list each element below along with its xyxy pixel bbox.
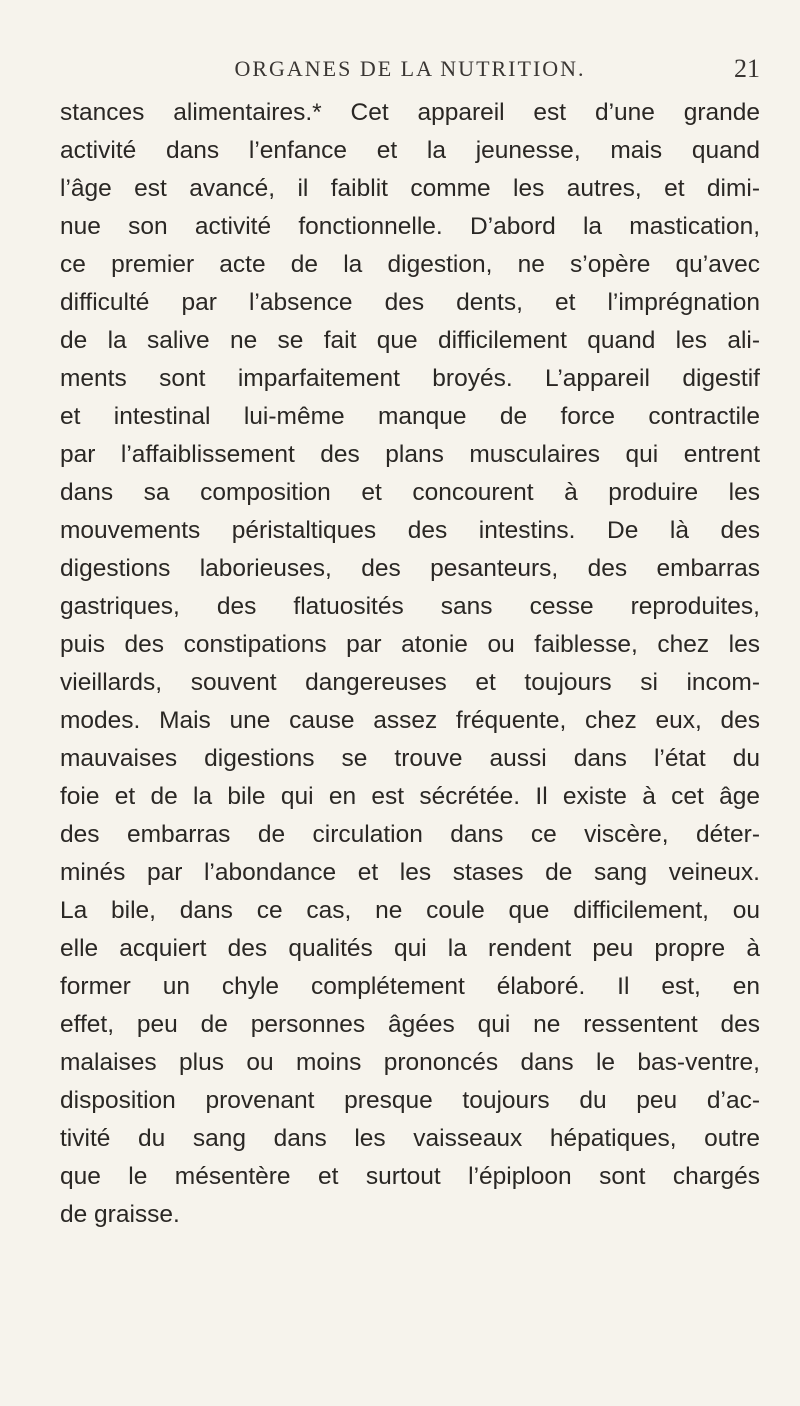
page-number: 21 (734, 54, 760, 83)
text-line: ce premier acte de la digestion, ne s’opère qu’avec (60, 251, 760, 278)
text-line: vieillards, souvent dangereuses et toujours si incom- (60, 669, 760, 696)
text-line: gastriques, des flatuosités sans cesse reproduites, (60, 593, 760, 620)
text-line: disposition provenant presque toujours du peu d’ac- (60, 1087, 760, 1114)
text-line: La bile, dans ce cas, ne coule que difficilement, ou (60, 897, 760, 924)
text-line: de graisse. (60, 1201, 180, 1228)
text-line: tivité du sang dans les vaisseaux hépatiques, outre (60, 1125, 760, 1152)
text-line: que le mésentère et surtout l’épiploon sont chargés (60, 1163, 760, 1190)
text-line: des embarras de circulation dans ce viscère, déter- (60, 821, 760, 848)
text-line: stances alimentaires.* Cet appareil est d’une grande (60, 99, 760, 126)
text-line: minés par l’abondance et les stases de sang veineux. (60, 859, 760, 886)
text-line: elle acquiert des qualités qui la rendent peu propre à (60, 935, 760, 962)
text-line: former un chyle complétement élaboré. Il est, en (60, 973, 760, 1000)
text-line: malaises plus ou moins prononcés dans le bas-ventre, (60, 1049, 760, 1076)
text-line: digestions laborieuses, des pesanteurs, des embarras (60, 555, 760, 582)
text-line: modes. Mais une cause assez fréquente, chez eux, des (60, 707, 760, 734)
text-line: ments sont imparfaitement broyés. L’appareil digestif (60, 365, 760, 392)
text-line: l’âge est avancé, il faiblit comme les autres, et dimi- (60, 175, 760, 202)
text-line: mouvements péristaltiques des intestins. De là des (60, 517, 760, 544)
text-line: et intestinal lui-même manque de force contractile (60, 403, 760, 430)
body-paragraph (60, 94, 760, 1234)
text-line: mauvaises digestions se trouve aussi dans l’état du (60, 745, 760, 772)
text-line: nue son activité fonctionnelle. D’abord la mastication, (60, 213, 760, 240)
running-head (60, 56, 760, 96)
text-line: foie et de la bile qui en est sécrétée. Il existe à cet âge (60, 783, 760, 810)
text-line: difficulté par l’absence des dents, et l’imprégnation (60, 289, 760, 316)
text-line: par l’affaiblissement des plans musculaires qui entrent (60, 441, 760, 468)
text-line: activité dans l’enfance et la jeunesse, mais quand (60, 137, 760, 164)
text-line: effet, peu de personnes âgées qui ne ressentent des (60, 1011, 760, 1038)
text-line: puis des constipations par atonie ou faiblesse, chez les (60, 631, 760, 658)
text-line: de la salive ne se fait que difficilement quand les ali- (60, 327, 760, 354)
running-title: ORGANES DE LA NUTRITION. (234, 56, 586, 81)
text-line: dans sa composition et concourent à produire les (60, 479, 760, 506)
